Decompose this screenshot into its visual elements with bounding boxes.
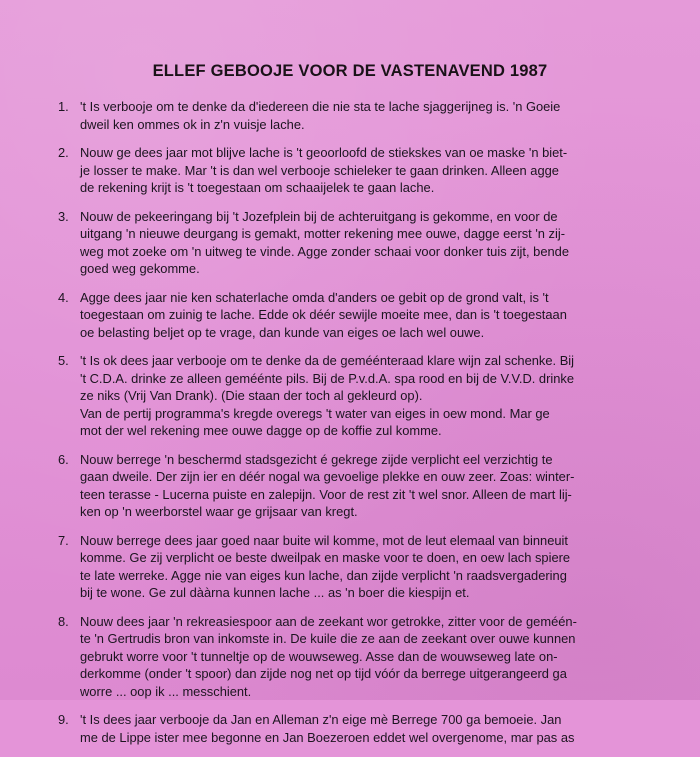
rule-item <box>58 711 670 746</box>
rule-number: 6. <box>58 451 69 467</box>
rule-text-line: bij te wone. Ge zul dààrna kunnen lache ... as 'n boer die kiespijn et. <box>80 585 470 600</box>
rule-text-line: derkomme (onder 't spoor) dan zijde nog net op tijd vóór da berrege uitgerangeerd ga <box>80 666 567 681</box>
rule-text-line: te 'n Gertrudis bron van inkomste in. De kuile die ze aan de zeekant over ouwe kunnen <box>80 631 576 646</box>
rule-text-line: Nouw berrege 'n beschermd stadsgezicht é gekrege zijde verplicht eel verzichtig te <box>80 451 553 467</box>
rule-text <box>80 532 670 602</box>
rule-text-line: 't Is ok dees jaar verbooje om te denke da de geméénteraad klare wijn zal schenke. Bij <box>80 353 575 368</box>
rule-text <box>80 208 670 278</box>
rule-number: 2. <box>58 145 69 160</box>
rule-item <box>58 208 670 278</box>
rule-text-line: Nouw de pekeeringang bij 't Jozefplein bij de achteruitgang is gekomme, en voor de <box>80 208 558 224</box>
rule-number: 3. <box>58 208 69 224</box>
rule-text <box>80 289 670 342</box>
rule-item <box>58 451 670 521</box>
rule-text-line: komme. Ge zij verplicht oe beste dweilpak en maske voor te doen, en oew lach spiere <box>80 550 571 565</box>
rule-text-line: teen terasse - Lucerna puiste en zalepijn. Voor de rest zit 't wel snor. Alleen de mart lij- <box>80 486 572 502</box>
rule-text-line: mot der wel rekening mee ouwe dagge op de koffie zul komme. <box>80 423 442 438</box>
rule-text-line: toegestaan om zuinig te lache. Edde ok déér sewijle moeite mee, dan is 't toegestaan <box>80 307 567 322</box>
rule-text-line: Nouw berrege dees jaar goed naar buite wil komme, mot de leut elemaal van binneuit <box>80 532 568 548</box>
rule-item <box>58 352 670 440</box>
rule-text-line: Agge dees jaar nie ken schaterlache omda d'anders oe gebit op de grond valt, is 't <box>80 289 549 305</box>
rule-text-line: 't Is dees jaar verbooje da Jan en Alleman z'n eige mè Berrege 700 ga bemoeie. Jan <box>80 712 562 727</box>
rule-item <box>58 613 670 701</box>
rule-text-line: Nouw ge dees jaar mot blijve lache is 't geoorloofd de stiekskes van oe maske 'n biet- <box>80 145 568 160</box>
rule-number: 5. <box>58 353 69 368</box>
document-title: ELLEF GEBOOJE VOOR DE VASTENAVEND 1987 <box>152 62 548 80</box>
rule-item <box>58 144 670 197</box>
rule-text <box>80 451 670 521</box>
rule-text-line: dweil ken ommes ok in z'n vuisje lache. <box>80 116 305 132</box>
rule-text-line: te late werreke. Agge nie van eiges kun lache, dan zijde verplicht 'n raadsvergadering <box>80 567 567 583</box>
rule-item <box>58 98 670 133</box>
rule-item <box>58 289 670 342</box>
rule-text <box>80 98 670 133</box>
rule-text-line: 't C.D.A. drinke ze alleen geméénte pils. Bij de P.v.d.A. spa rood en bij de V.V.D. drinke <box>80 370 575 386</box>
rule-text-line: gebrukt worre voor 't tunneltje op de wouwseweg. Asse dan de wouwseweg late on- <box>80 648 558 664</box>
rule-item <box>58 532 670 602</box>
rule-text-line: Nouw dees jaar 'n rekreasiespoor aan de zeekant wor getrokke, zitter voor de geméén- <box>80 613 577 629</box>
rule-number: 4. <box>58 289 69 305</box>
rule-number: 1. <box>58 99 69 114</box>
rule-text-line: ze niks (Vrij Van Drank). (Die staan der toch al gekleurd op). <box>80 388 423 403</box>
rule-text-line: ken op 'n weerborstel waar ge grijsaar van kregt. <box>80 504 358 519</box>
rule-text <box>80 352 670 440</box>
rule-text <box>80 711 670 746</box>
rule-text-line: goed weg gekomme. <box>80 261 200 276</box>
rule-number: 8. <box>58 613 69 629</box>
rule-text-line: uitgang 'n nieuwe deurgang is gemakt, motter rekening mee ouwe, dagge eerst 'n zij- <box>80 226 566 241</box>
rule-text <box>80 144 670 197</box>
rule-text-line: oe belasting beljet op te vrage, dan kunde van eiges oe lach wel ouwe. <box>80 324 485 340</box>
rule-text-line: je losser te make. Mar 't is dan wel verbooje schieleker te gaan drinken. Alleen agge <box>80 162 559 178</box>
rule-number: 7. <box>58 532 69 548</box>
rule-text-line: worre ... oop ik ... messchient. <box>80 683 252 699</box>
rule-text-line: me de Lippe ister mee begonne en Jan Boezeroen eddet wel overgenome, mar pas as <box>80 729 575 745</box>
rule-text-line: weg mot zoeke om 'n uitweg te vinde. Agge zonder schaai voor donker tuis zijt, bende <box>80 243 570 259</box>
rule-text-line: gaan dweile. Der zijn ier en déér nogal wa gevoelige plekke en ouw zeer. Zoas: winter- <box>80 469 575 484</box>
rules-list <box>58 98 670 757</box>
rule-text-line: Van de pertij programma's kregde overegs 't water van eiges in oew mond. Mar ge <box>80 405 550 421</box>
rule-text-line: 't Is verbooje om te denke da d'iedereen die nie sta te lache sjaggerijneg is. 'n Goeie <box>80 99 561 114</box>
rule-text-line: de rekening krijt is 't toegestaan om schaaijelek te gaan lache. <box>80 180 435 195</box>
rule-number: 9. <box>58 712 69 727</box>
rule-text <box>80 613 670 701</box>
